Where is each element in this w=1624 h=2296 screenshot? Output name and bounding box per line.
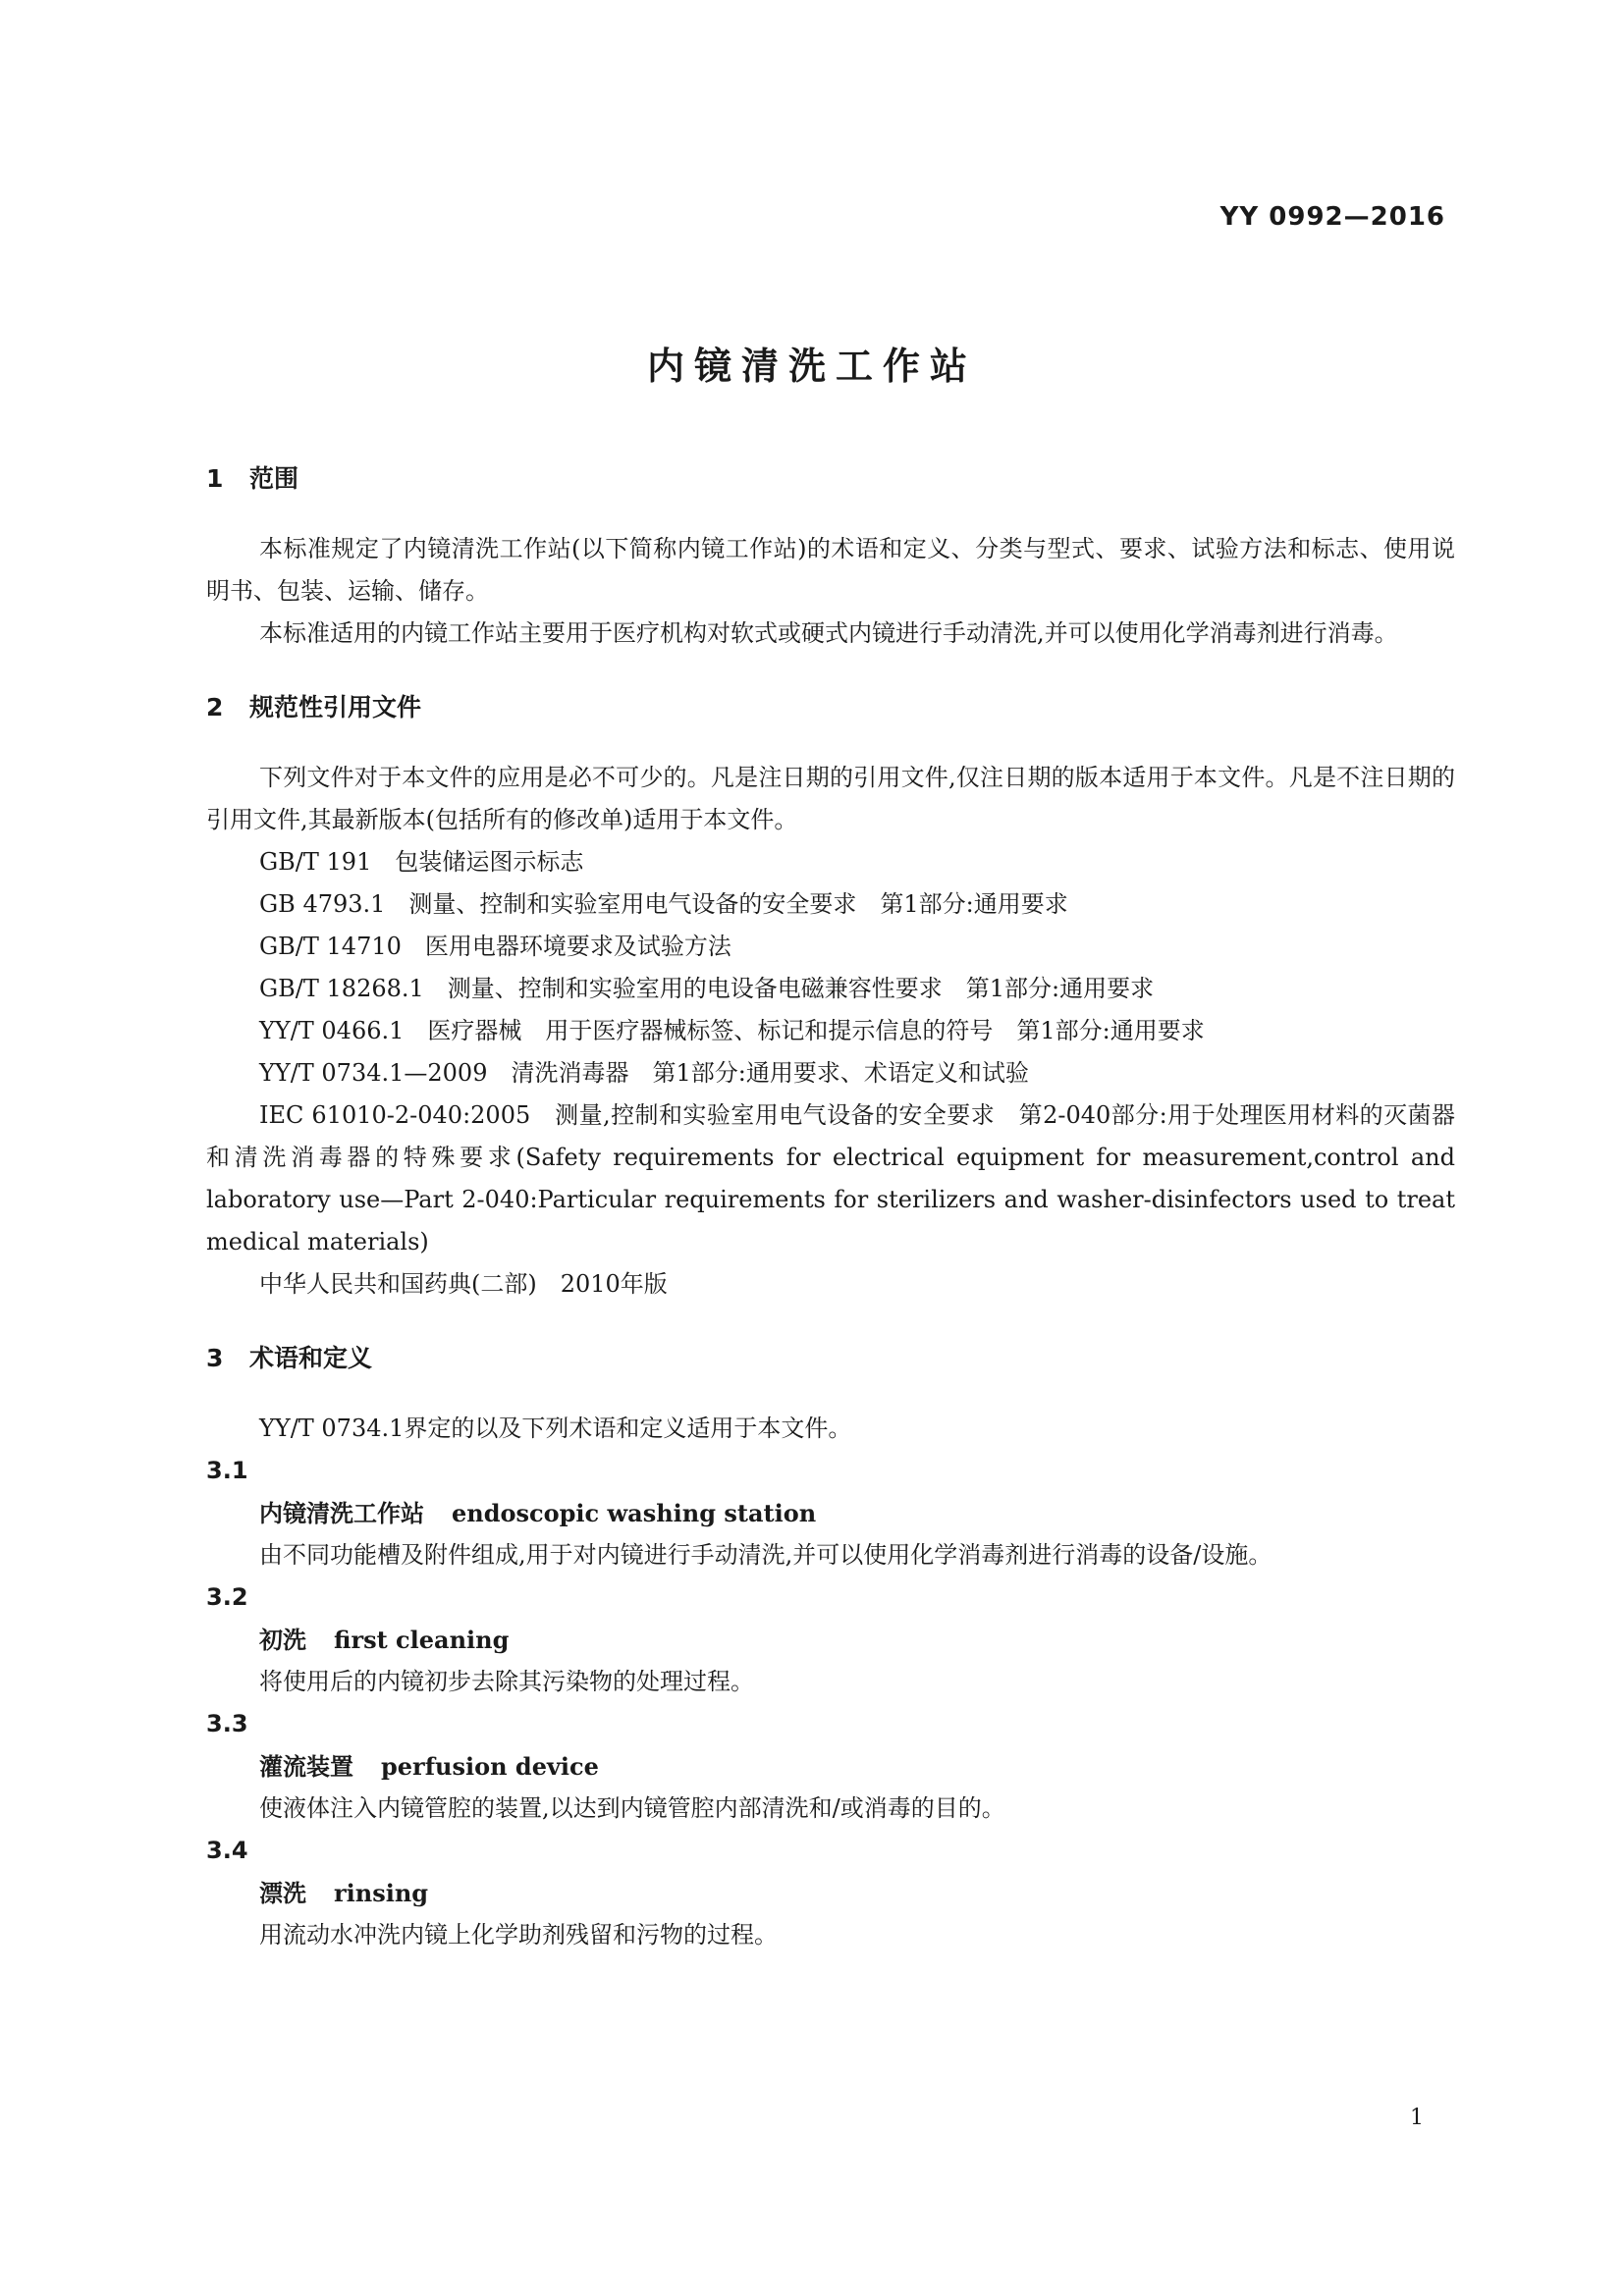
term-name-en: rinsing	[334, 1879, 429, 1907]
term-name	[206, 1619, 1455, 1661]
section-number: 1	[206, 464, 224, 493]
section-title: 规范性引用文件	[249, 693, 422, 721]
term-definition: 将使用后的内镜初步去除其污染物的处理过程。	[259, 1668, 754, 1695]
document-body	[206, 461, 1455, 1956]
reference-item: GB/T 14710 医用电器环境要求及试验方法	[259, 933, 731, 960]
reference-item: GB 4793.1 测量、控制和实验室用电气设备的安全要求 第1部分:通用要求	[259, 890, 1068, 918]
section-number: 3	[206, 1344, 224, 1372]
term-number: 3.1	[206, 1457, 248, 1484]
term-definition: 由不同功能槽及附件组成,用于对内镜进行手动清洗,并可以使用化学消毒剂进行消毒的设备/设施。	[259, 1541, 1272, 1569]
terms-intro: YY/T 0734.1界定的以及下列术语和定义适用于本文件。	[259, 1415, 852, 1442]
section-3-heading	[206, 1341, 1455, 1376]
section-number: 2	[206, 693, 224, 721]
term-name-en: perfusion device	[381, 1752, 599, 1781]
reference-item-pharmacopoeia: 中华人民共和国药典(二部) 2010年版	[259, 1270, 668, 1298]
reference-item: YY/T 0466.1 医疗器械 用于医疗器械标签、标记和提示信息的符号 第1部分:通用要求	[259, 1017, 1205, 1044]
term-number: 3.3	[206, 1710, 248, 1737]
reference-item: GB/T 18268.1 测量、控制和实验室用的电设备电磁兼容性要求 第1部分:通用要求	[259, 975, 1155, 1002]
term-definition: 用流动水冲洗内镜上化学助剂残留和污物的过程。	[259, 1921, 778, 1949]
section-1-heading	[206, 461, 1455, 497]
section-2-heading	[206, 690, 1455, 725]
term-name-cn: 内镜清洗工作站	[259, 1499, 424, 1527]
reference-item: YY/T 0734.1—2009 清洗消毒器 第1部分:通用要求、术语定义和试验	[259, 1059, 1029, 1087]
scope-paragraph-2: 本标准适用的内镜工作站主要用于医疗机构对软式或硬式内镜进行手动清洗,并可以使用化学消毒剂进行消毒。	[259, 619, 1398, 647]
section-title: 范围	[249, 464, 299, 493]
page-number: 1	[1410, 2106, 1424, 2130]
term-number: 3.4	[206, 1837, 248, 1864]
section-title: 术语和定义	[249, 1344, 373, 1372]
document-title: 内镜清洗工作站	[646, 345, 977, 388]
term-name-en: first cleaning	[334, 1626, 510, 1654]
term-name-cn: 漂洗	[259, 1879, 306, 1907]
term-name	[206, 1872, 1455, 1914]
scope-paragraph-1: 本标准规定了内镜清洗工作站(以下简称内镜工作站)的术语和定义、分类与型式、要求、试验方法和标志、使用说明书、包装、运输、储存。	[206, 535, 1455, 605]
term-name	[206, 1492, 1455, 1534]
term-definition: 使液体注入内镜管腔的装置,以达到内镜管腔内部清洗和/或消毒的目的。	[259, 1794, 1005, 1822]
reference-item-iec: IEC 61010-2-040:2005 测量,控制和实验室用电气设备的安全要求 第2-040部分:用于处理医用材料的灭菌器和清洗消毒器的特殊要求(Safety requirements for electrical equipment for measurement,control and laboratory use—Part 2-040:Particular requirements for sterilizers and washer-disinfectors used to treat medical materials)	[206, 1101, 1455, 1255]
references-intro: 下列文件对于本文件的应用是必不可少的。凡是注日期的引用文件,仅注日期的版本适用于本文件。凡是不注日期的引用文件,其最新版本(包括所有的修改单)适用于本文件。	[206, 764, 1455, 833]
term-name-cn: 初洗	[259, 1626, 306, 1654]
term-name-en: endoscopic washing station	[452, 1499, 817, 1527]
term-name-cn: 灌流装置	[259, 1752, 353, 1781]
standard-code: YY 0992—2016	[1219, 202, 1445, 232]
reference-item: GB/T 191 包装储运图示标志	[259, 848, 584, 876]
term-number: 3.2	[206, 1583, 248, 1611]
term-name	[206, 1745, 1455, 1788]
